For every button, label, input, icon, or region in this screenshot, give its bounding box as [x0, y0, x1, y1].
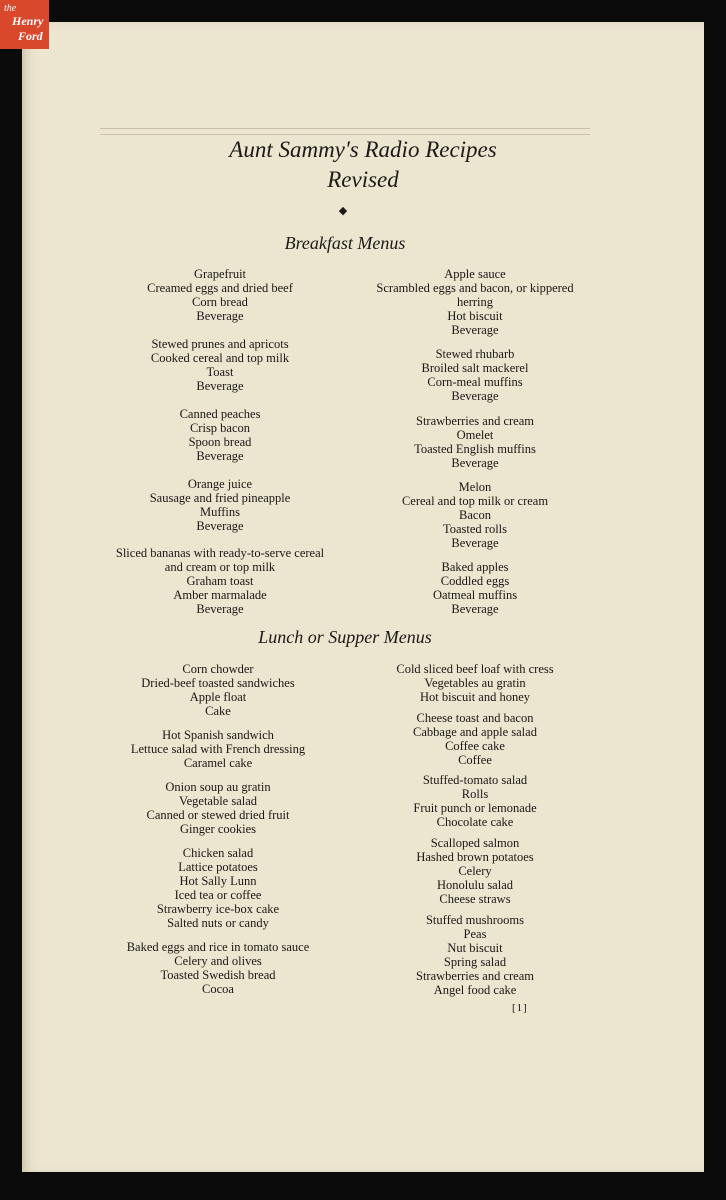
menu-item: Grapefruit: [193, 267, 247, 281]
menu-item: Bacon: [459, 508, 491, 522]
menu-item: Peas: [463, 927, 487, 941]
menu-item: Canned or stewed dried fruit: [146, 808, 290, 822]
menu-item: Honolulu salad: [436, 878, 514, 892]
menu-item: Strawberries and cream: [416, 969, 534, 983]
header-rule-top: [100, 128, 590, 129]
menu-item: Amber marmalade: [173, 588, 267, 602]
lunch-menu-left-4: [100, 846, 336, 930]
menu-item: Fruit punch or lemonade: [413, 801, 537, 815]
lunch-menu-left-5: [100, 940, 336, 996]
breakfast-menu-left-5: [90, 546, 350, 616]
menu-item: Beverage: [451, 456, 499, 470]
page-title-line1: Aunt Sammy's Radio Recipes: [229, 137, 497, 162]
breakfast-menu-right-2: [355, 347, 595, 403]
menu-item: Cake: [205, 704, 231, 718]
menu-item: Omelet: [456, 428, 494, 442]
menu-item: Canned peaches: [179, 407, 261, 421]
menu-item: Beverage: [451, 536, 499, 550]
menu-item: Cheese toast and bacon: [416, 711, 534, 725]
breakfast-menu-right-5: [355, 560, 595, 616]
logo-text-henry: Henry: [12, 14, 44, 28]
menu-item: Muffins: [199, 505, 241, 519]
menu-item: Baked apples: [441, 560, 509, 574]
henry-ford-logo: [0, 0, 49, 49]
menu-item: Cheese straws: [439, 892, 511, 906]
menu-item: Vegetable salad: [178, 794, 258, 808]
menu-item: and cream or top milk: [164, 560, 276, 574]
menu-item: Strawberry ice-box cake: [156, 902, 280, 916]
menu-item: Beverage: [451, 323, 499, 337]
menu-item: Vegetables au gratin: [424, 676, 526, 690]
menu-item: Scalloped salmon: [430, 836, 520, 850]
breakfast-menu-left-3: [120, 407, 320, 463]
menu-item: Coddled eggs: [440, 574, 510, 588]
menu-item: Lattice potatoes: [178, 860, 258, 874]
menu-item: Rolls: [461, 787, 489, 801]
menu-item: Celery and olives: [174, 954, 262, 968]
menu-item: Coffee: [458, 753, 492, 767]
menu-item: Beverage: [451, 602, 499, 616]
menu-item: Creamed eggs and dried beef: [147, 281, 293, 295]
menu-item: Sausage and fried pineapple: [149, 491, 291, 505]
menu-item: Iced tea or coffee: [174, 888, 262, 902]
menu-item: Apple sauce: [444, 267, 506, 281]
menu-item: Stuffed-tomato salad: [422, 773, 528, 787]
logo-text-the: the: [4, 3, 17, 14]
menu-item: Nut biscuit: [447, 941, 503, 955]
menu-item: Celery: [458, 864, 492, 878]
menu-item: Ginger cookies: [179, 822, 257, 836]
menu-item: Hot Sally Lunn: [179, 874, 257, 888]
diamond-ornament-icon: ◆: [338, 205, 348, 217]
menu-item: Toasted rolls: [442, 522, 508, 536]
logo-text-ford: Ford: [18, 29, 43, 43]
menu-item: Spoon bread: [188, 435, 252, 449]
menu-item: Toasted English muffins: [414, 442, 536, 456]
lunch-menu-left-1: [100, 662, 336, 718]
menu-item: Graham toast: [186, 574, 254, 588]
menu-item: Apple float: [189, 690, 247, 704]
menu-item: Oatmeal muffins: [432, 588, 518, 602]
menu-item: Caramel cake: [183, 756, 253, 770]
menu-item: herring: [456, 295, 494, 309]
lunch-menu-right-4: [370, 836, 580, 906]
breakfast-menu-left-1: [120, 267, 320, 323]
menu-item: Beverage: [196, 449, 244, 463]
menu-item: Lettuce salad with French dressing: [130, 742, 306, 756]
menu-item: Scrambled eggs and bacon, or kippered: [376, 281, 574, 295]
menu-item: Toast: [206, 365, 234, 379]
breakfast-menu-right-1: [355, 267, 595, 337]
menu-item: Beverage: [196, 602, 244, 616]
menu-item: Coffee cake: [445, 739, 505, 753]
menu-item: Crisp bacon: [189, 421, 251, 435]
menu-item: Orange juice: [187, 477, 253, 491]
lunch-menu-right-1: [370, 662, 580, 704]
lunch-heading: Lunch or Supper Menus: [258, 627, 432, 647]
menu-item: Onion soup au gratin: [165, 780, 271, 794]
menu-item: Hot biscuit and honey: [419, 690, 531, 704]
page-number: [1]: [512, 1002, 528, 1014]
menu-item: Hot biscuit: [447, 309, 503, 323]
menu-item: Cabbage and apple salad: [413, 725, 537, 739]
menu-item: Stuffed mushrooms: [425, 913, 525, 927]
menu-item: Sliced bananas with ready-to-serve cereal: [115, 546, 325, 560]
menu-item: Strawberries and cream: [416, 414, 534, 428]
menu-item: Stewed rhubarb: [435, 347, 515, 361]
menu-item: Hot Spanish sandwich: [162, 728, 274, 742]
header-rule-bottom: [100, 134, 590, 135]
menu-item: Stewed prunes and apricots: [151, 337, 289, 351]
breakfast-menu-left-2: [120, 337, 320, 393]
menu-item: Toasted Swedish bread: [160, 968, 276, 982]
lunch-menu-right-5: [370, 913, 580, 997]
page-title-line2: Revised: [327, 167, 399, 192]
menu-item: Chocolate cake: [436, 815, 514, 829]
menu-item: Cooked cereal and top milk: [150, 351, 290, 365]
menu-item: Angel food cake: [433, 983, 517, 997]
lunch-menu-right-2: [370, 711, 580, 767]
menu-item: Cocoa: [202, 982, 234, 996]
menu-item: Beverage: [196, 309, 244, 323]
menu-item: Beverage: [451, 389, 499, 403]
menu-item: Beverage: [196, 379, 244, 393]
menu-item: Corn-meal muffins: [427, 375, 523, 389]
breakfast-menu-right-4: [355, 480, 595, 550]
menu-item: Cold sliced beef loaf with cress: [396, 662, 554, 676]
menu-item: Corn chowder: [182, 662, 254, 676]
menu-item: Broiled salt mackerel: [421, 361, 529, 375]
menu-item: Dried-beef toasted sandwiches: [141, 676, 295, 690]
lunch-menu-left-2: [100, 728, 336, 770]
menu-item: Hashed brown potatoes: [416, 850, 534, 864]
breakfast-menu-right-3: [355, 414, 595, 470]
lunch-menu-right-3: [370, 773, 580, 829]
menu-item: Cereal and top milk or cream: [401, 494, 549, 508]
breakfast-heading: Breakfast Menus: [284, 233, 406, 253]
lunch-menu-left-3: [100, 780, 336, 836]
menu-item: Salted nuts or candy: [167, 916, 269, 930]
menu-item: Beverage: [196, 519, 244, 533]
menu-item: Chicken salad: [182, 846, 254, 860]
menu-item: Baked eggs and rice in tomato sauce: [126, 940, 310, 954]
menu-item: Melon: [458, 480, 492, 494]
menu-item: Spring salad: [443, 955, 507, 969]
breakfast-menu-left-4: [120, 477, 320, 533]
menu-item: Corn bread: [192, 295, 248, 309]
